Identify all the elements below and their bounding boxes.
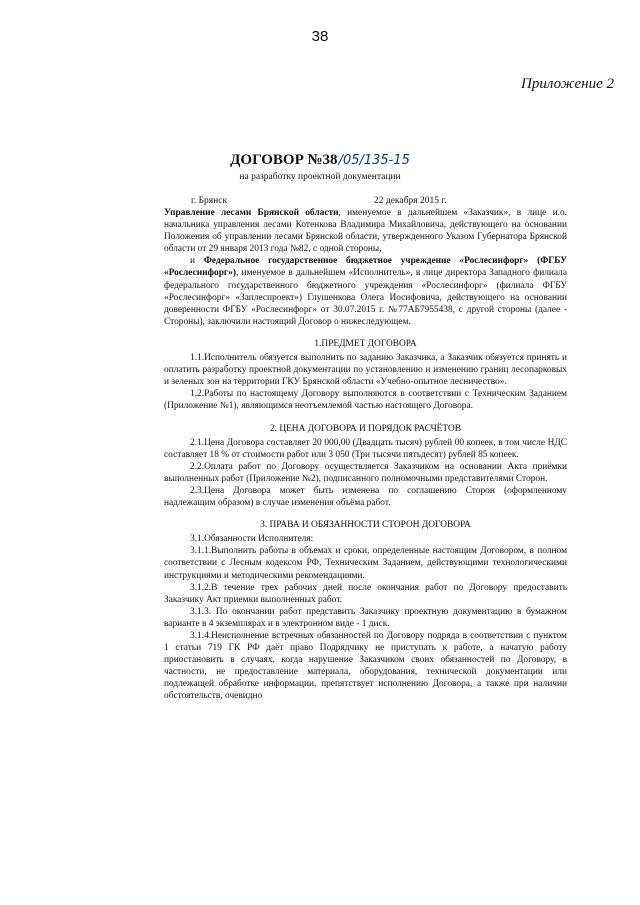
preamble-2-lead: и bbox=[190, 256, 204, 267]
customer-name: Управление лесами Брянской области bbox=[164, 208, 339, 218]
contractor-name: Федеральное государственное бюджетное учреждение «Рослесинфорг» (ФГБУ «Рослесинфорг») bbox=[164, 256, 567, 279]
section-2-heading: 2. ЦЕНА ДОГОВОРА И ПОРЯДОК РАСЧЁТОВ bbox=[269, 423, 462, 434]
contract-title bbox=[0, 152, 640, 169]
clause-2-3: 2.3.Цена Договора может быть изменена по соглашению Сторон (оформленному надлежащим образом) в случае изменения объёма работ. bbox=[164, 485, 567, 509]
appendix-label: Приложение 2 bbox=[521, 76, 614, 92]
clause-3-1: 3.1.Обязанности Исполнителя: bbox=[190, 534, 314, 545]
contract-subtitle: на разработку проектной документации bbox=[239, 172, 401, 182]
clause-3-1-4: 3.1.4.Неисполнение встречных обязанностей по Договору подряда в соответствии с пунктом 1 статьи 719 ГК РФ даёт право Подрядчику не приступать к работе, а начатую работу приостановить в случаях, когда нарушение Заказчиком своих обязанностей по Договору, в частности, не предоставление материала, оборудования, технической документации или подлежащей обработке информации, препятствует исполнению Договора, а также при наличии обстоятельств, очевидно bbox=[164, 631, 567, 702]
section-1-heading: 1.ПРЕДМЕТ ДОГОВОРА bbox=[314, 338, 417, 349]
clause-1-2: 1.2.Работы по настоящему Договору выполняются в соответствии с Техническим Заданием (Приложение №1), являющимся неотъемлемой частью настоящего Договора. bbox=[164, 389, 567, 412]
clause-3-1-2: 3.1.2.В течение трех рабочих дней после окончания работ по Договору предоставить Заказчику Акт приемки выполненных работ. bbox=[164, 582, 567, 605]
section-3-heading: 3. ПРАВА И ОБЯЗАННОСТИ СТОРОН ДОГОВОРА bbox=[260, 520, 471, 531]
contract-date: 22 декабря 2015 г. bbox=[374, 196, 447, 206]
preamble-1-text: , именуемое в дальнейшем «Заказчик», в лице и.о. начальника управления лесами Котенкова Владимира Михайловича, действующего на основании Положения об управлении лесами Брянской области, утвержденного Указом Губернатора Брянской области от 29 января 2013 года №82, с одной стороны, bbox=[164, 208, 567, 255]
preamble-paragraph-2 bbox=[164, 255, 567, 328]
preamble-2-text: , именуемое в дальнейшем «Исполнитель», в лице директора Западного филиала федерального государственного бюджетного учреждения «Рослесинфорг» (филиала ФГБУ «Рослесинфорг» «Заплеспроект») Глушенкова Олега Иосифовича, действующего на основании доверенности ФГБУ «Рослесинфорг» от 30.07.2015 г. №77АБ7955438, с другой стороны (далее - Стороны), заключили настоящий Договор о нижеследующем. bbox=[164, 268, 567, 327]
page-number: 38 bbox=[311, 28, 329, 45]
clause-2-1: 2.1.Цена Договора составляет 20 000,00 (Двадцать тысяч) рублей 00 копеек, в том числе НДС составляет 18 % от стоимости работ или 3 050 (Три тысячи пятьдесят) рублей 85 копеек. bbox=[164, 437, 567, 460]
clause-2-2: 2.2.Оплата работ по Договору осуществляется Заказчиком на основании Акта приёмки выполненных работ (Приложение №2), подписанного полномочными представителями Сторон. bbox=[164, 461, 567, 484]
clause-3-1-3: 3.1.3. По окончании работ представить Заказчику проектную документацию в бумажном варианте в 4 экземплярах и в электронном виде - 1 диск. bbox=[164, 606, 567, 629]
clause-1-1: 1.1.Исполнитель обязуется выполнить по заданию Заказчика, а Заказчик обязуется принять и оплатить разработку проектной документации по установлению и изменению границ лесопарковых и зеленых зон на территории ГКУ Брянской области «Учебно-опытное лесничество». bbox=[164, 353, 567, 388]
preamble-paragraph-1 bbox=[164, 207, 567, 255]
handwritten-number: /05/135-15 bbox=[338, 153, 410, 168]
contract-city: г. Брянск bbox=[191, 196, 228, 206]
contract-body bbox=[164, 207, 567, 703]
contract-title-text: ДОГОВОР №38 bbox=[230, 152, 338, 168]
clause-3-1-1: 3.1.1.Выполнить работы в объемах и сроки, определенные настоящим Договором, в полном соответствии с Лесным кодексом РФ, Техническим Заданием, действующими технологическими инструкциями и методическими рекомендациями. bbox=[164, 546, 567, 581]
